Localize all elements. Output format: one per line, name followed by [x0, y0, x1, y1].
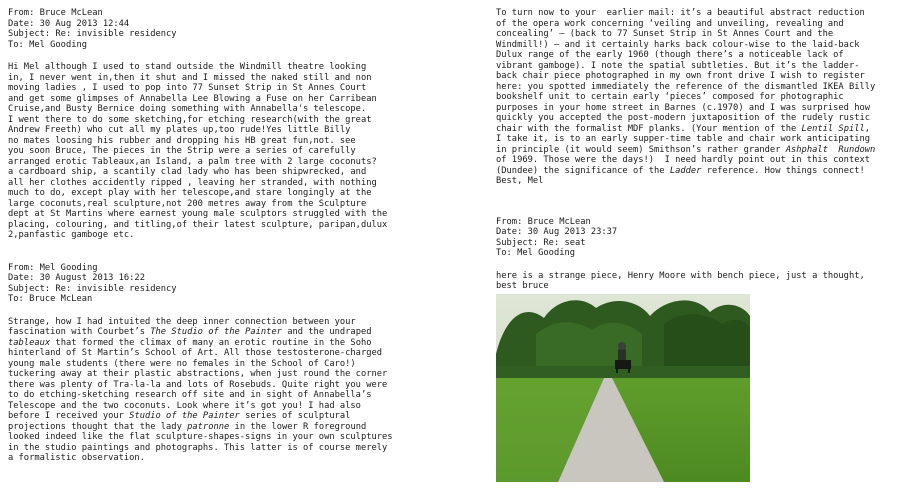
tree-line-right: [664, 314, 750, 372]
email-body-bruce-2: here is a strange piece, Henry Moore with bench piece, just a thought, best bruce: [496, 270, 865, 291]
henry-moore-bench-photo: [496, 294, 750, 482]
bench: [615, 360, 631, 369]
email-body-bruce-1: Hi Mel although I used to stand outside the Windmill theatre looking in, I never went in,then it shut and I missed the naked still and non moving ladies , I used to pop into 77 Sunset Strip in St Annes Court and get some glimpses of Annabella Lee Blowing a Fuse on her Carribean Cruise,and Busty Bernice doing something with Annabella's telescope. I went there to do some sketching,for etching research(with the great Andrew Freeth) who cut all my plates up,too rude!Yes little Billy no mates loosing his rubber and dropping his HB great fun,not. see you soon Bruce, The pieces in the Strip were a series of carefully arranged erotic Tableaux,an Island, a palm tree with 2 large coconuts? a cardboard ship, a scantily clad lady who has been shipwrecked, and all her clothes accidently ripped , leaving her stranded, with nothing much to do, except play with her telescope,and stare longingly at the large coconuts,real sculpture,not 200 metres away from the Sculpture dept at St Martins where earnest young male sculptors struggled with the placing, colouring, and titling,of their latest sculpture, paripan,dulux 2,panfastic gamboge etc.: [8, 62, 388, 240]
email-body-mel-1: Strange, how I had intuited the deep inner connection between your fascination with Courbet’s The Studio of the Painter and the undraped tableaux that formed the climax of many an erotic routine in the Soho hinterland of St Martin’s School of Art. All those testosterone-charged young male students (there were no females in the School of Caro!) tuckering away at their plastic abstractions, when just round the corner there was plenty of Tra-la-la and lots of Rosebuds. Quite right you were to do etching-sketching research off site and in sight of Annabella’s Telescope and the two coconuts. Look where it’s got you! I had also before I received your Studio of the Painter series of sculptural projections thought that the lady patronne in the lower R foreground looked indeed like the flat sculpture-shapes-signs in your own sculptures in the studio paintings and photographs. This latter is of course merely a formalistic observation.: [8, 316, 393, 463]
left-column: [8, 8, 408, 464]
email-header-bruce-2: From: Bruce McLean Date: 30 Aug 2013 23:37 Subject: Re: seat To: Mel Gooding: [496, 216, 618, 258]
email-header-bruce-1: From: Bruce McLean Date: 30 Aug 2013 12:44 Subject: Re: invisible residency To: Mel Gooding: [8, 8, 177, 50]
sculpture: [618, 348, 626, 362]
email-header-mel-1: From: Mel Gooding Date: 30 August 2013 16:22 Subject: Re: invisible residency To: Bruce McLean: [8, 262, 177, 304]
email-body-mel-2: To turn now to your earlier mail: it’s a beautiful abstract reduction of the opera work concerning ‘veiling and unveiling, revealing and concealing’ – (back to 77 Sunset Strip in St Annes Court and the Windmill!) – and it certainly harks back colour-wise to the laid-back Dulux range of the early 1960 (though there’s a noticeable lack of vibrant gamboge). I note the spatial subtleties. But it’s the ladder- back chair piece photographed in my own front drive I wish to register here: you spotted immediately the reference of the dismantled IKEA Billy bookshelf unit to certain early ‘pieces’ composed for photographic purposes in your home street in Barnes (c.1970) and I was surprised how quickly you accepted the post-modern juxtaposition of the rudely rustic chair with the formalist MDF planks. (Your mention of the Lentil Spill, I take it, is to an early supper-time table and chair work anticipating in principle (it would seem) Smithson’s rather grander Ashphalt Rundown of 1969. Those were the days!) I need hardly point out in this context (Dundee) the significance of the Ladder reference. How things connect! Best, Mel: [496, 8, 876, 186]
right-column: [496, 8, 894, 482]
